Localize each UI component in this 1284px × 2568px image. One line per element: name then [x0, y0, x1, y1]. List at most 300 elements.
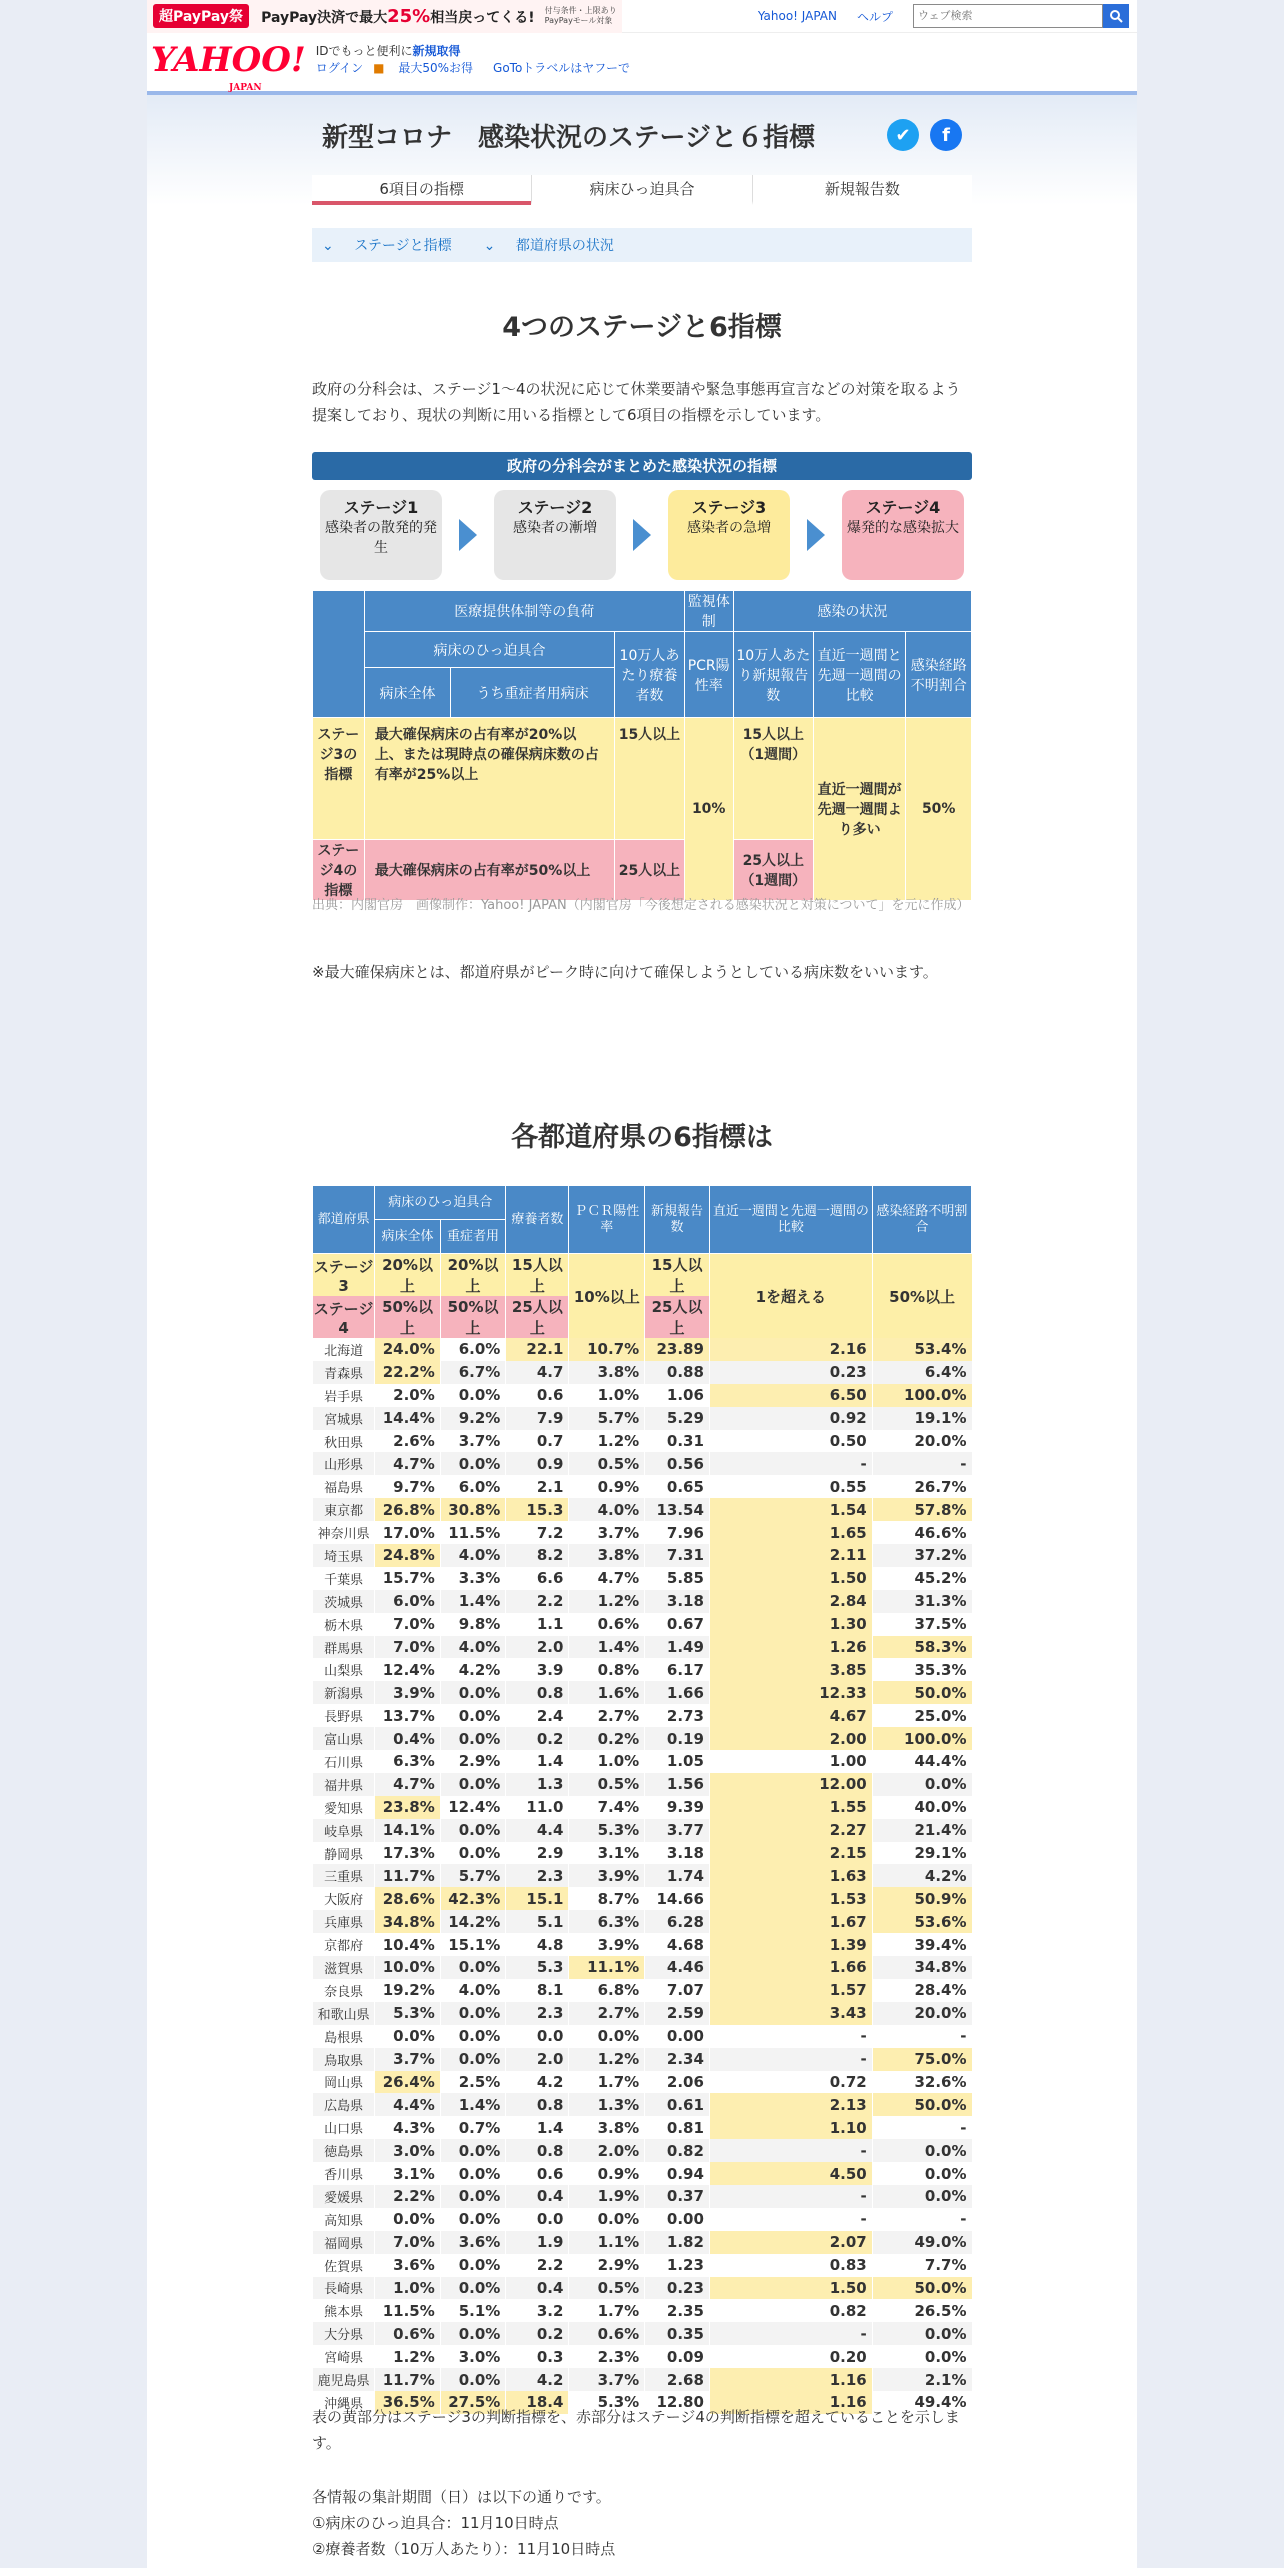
- cell-value: 2.1%: [872, 2368, 971, 2391]
- cell-value: 1.7%: [569, 2071, 645, 2094]
- pref-name: 岐阜県: [313, 1819, 375, 1842]
- cell-value: 12.80: [645, 2391, 710, 2414]
- col-care: 10万人あたり療養者数: [615, 632, 685, 718]
- cell-value: 7.9: [506, 1407, 569, 1430]
- cell-value: 1.50: [709, 1567, 872, 1590]
- cell-value: 44.4%: [872, 1750, 971, 1773]
- section-heading-stages: 4つのステージと6指標: [502, 312, 782, 343]
- cell-value: 26.8%: [375, 1498, 441, 1521]
- table-row: [313, 2093, 972, 2116]
- table-row: [313, 2139, 972, 2162]
- facebook-share-button[interactable]: [930, 119, 962, 151]
- col-new: 10万人あたり新規報告数: [733, 632, 813, 718]
- cell-value: 11.7%: [375, 2368, 441, 2391]
- cell-value: 0.88: [645, 1361, 710, 1384]
- cell-value: 20.0%: [872, 2002, 971, 2025]
- cell-value: 0.0%: [440, 1384, 506, 1407]
- cell-value: 6.50: [709, 1384, 872, 1407]
- cell-value: 10.0%: [375, 1956, 441, 1979]
- twitter-icon: ✔: [895, 124, 911, 146]
- cell-value: 4.7%: [569, 1567, 645, 1590]
- table-row: [313, 1681, 972, 1704]
- cell-value: 0.9%: [569, 1475, 645, 1498]
- stage3-threshold: 1を超える: [709, 1254, 872, 1339]
- cell-value: 45.2%: [872, 1567, 971, 1590]
- cell-value: 12.33: [709, 1681, 872, 1704]
- cell-value: 1.16: [709, 2391, 872, 2414]
- col-new: 新規報告数: [645, 1186, 710, 1254]
- cell-value: 1.4: [506, 2116, 569, 2139]
- cell-value: 0.4: [506, 2277, 569, 2300]
- stage4-threshold: 25人以上: [506, 1296, 569, 1338]
- col-all: 病床全体: [375, 1220, 441, 1254]
- period-1: ①病床のひっ迫具合：11月10日時点: [312, 2514, 559, 2532]
- cell-value: 12.00: [709, 1773, 872, 1796]
- stage4-threshold-label: ステージ4: [313, 1296, 375, 1338]
- stage4-new: 25人以上（1週間）: [733, 840, 813, 901]
- stage-4: ステージ4 爆発的な感染拡大: [842, 490, 964, 580]
- cell-value: 0.0%: [440, 1704, 506, 1727]
- cell-value: 1.82: [645, 2231, 710, 2254]
- table-row: [313, 1590, 972, 1613]
- cell-value: 3.7%: [375, 2048, 441, 2071]
- cell-value: 0.0%: [440, 1773, 506, 1796]
- cell-value: 15.1%: [440, 1933, 506, 1956]
- cell-value: 0.19: [645, 1727, 710, 1750]
- pref-name: 石川県: [313, 1750, 375, 1773]
- indicator-table: [312, 590, 972, 901]
- section-heading-prefectures: 各都道府県の6指標は: [511, 1122, 773, 1153]
- table-row: [313, 2002, 972, 2025]
- cell-value: 0.50: [709, 1430, 872, 1453]
- cell-value: 8.2: [506, 1544, 569, 1567]
- cell-value: 1.0%: [375, 2277, 441, 2300]
- cell-value: 5.3%: [375, 2002, 441, 2025]
- cell-value: 9.8%: [440, 1613, 506, 1636]
- cell-value: 7.31: [645, 1544, 710, 1567]
- cell-value: 3.77: [645, 1819, 710, 1842]
- cell-value: 2.2%: [375, 2185, 441, 2208]
- cell-value: 24.8%: [375, 1544, 441, 1567]
- pref-name: 群馬県: [313, 1636, 375, 1659]
- cell-value: 2.27: [709, 1819, 872, 1842]
- cell-value: 0.4: [506, 2185, 569, 2208]
- pref-name: 高知県: [313, 2208, 375, 2231]
- table-row: [313, 1475, 972, 1498]
- cell-value: 10.7%: [569, 1338, 645, 1361]
- offer-link[interactable]: ■ 最大50%お得: [373, 61, 474, 75]
- chevron-down-icon: ⌄: [322, 238, 334, 254]
- period-title: 各情報の集計期間（日）は以下の通りです。: [312, 2488, 611, 2506]
- col-week: 直近一週間と先週一週間の比較: [709, 1186, 872, 1254]
- figure-source: 出典：内閣官房 画像制作：Yahoo! JAPAN（内閣官房「今後想定される感染状況と対策について」を元に作成）: [312, 898, 970, 913]
- table-row: [313, 1338, 972, 1361]
- cell-value: 0.20: [709, 2345, 872, 2368]
- cell-value: 1.55: [709, 1796, 872, 1819]
- cell-value: 6.8%: [569, 1979, 645, 2002]
- cell-value: 0.0%: [872, 2345, 971, 2368]
- cell-value: 1.39: [709, 1933, 872, 1956]
- cell-value: 2.68: [645, 2368, 710, 2391]
- cell-value: 2.06: [645, 2071, 710, 2094]
- promo-banner[interactable]: [147, 0, 622, 33]
- cell-value: 1.1%: [569, 2231, 645, 2254]
- cell-value: 4.7%: [375, 1773, 441, 1796]
- cell-value: 4.8: [506, 1933, 569, 1956]
- cell-value: 13.54: [645, 1498, 710, 1521]
- stage-3: ステージ3 感染者の急増: [668, 490, 790, 580]
- cell-value: 0.0%: [872, 1773, 971, 1796]
- table-row: [313, 1773, 972, 1796]
- cell-value: 0.67: [645, 1613, 710, 1636]
- masthead: [147, 33, 1137, 95]
- table-row: [313, 1750, 972, 1773]
- pref-name: 東京都: [313, 1498, 375, 1521]
- cell-value: 0.0: [506, 2208, 569, 2231]
- twitter-share-button[interactable]: [887, 119, 919, 151]
- table-row: [313, 1658, 972, 1681]
- cell-value: 0.0%: [440, 2025, 506, 2048]
- cell-value: 1.7%: [569, 2299, 645, 2322]
- cell-value: 0.0%: [440, 1727, 506, 1750]
- figure-title: 政府の分科会がまとめた感染状況の指標: [312, 452, 972, 480]
- cell-value: 4.2%: [872, 1864, 971, 1887]
- signup-link[interactable]: 新規取得: [412, 44, 461, 58]
- cell-value: 5.3%: [569, 2391, 645, 2414]
- pref-name: 秋田県: [313, 1430, 375, 1453]
- cell-value: 0.82: [709, 2299, 872, 2322]
- cell-value: 3.18: [645, 1590, 710, 1613]
- pref-name: 長崎県: [313, 2277, 375, 2300]
- help-link[interactable]: ヘルプ: [856, 9, 893, 24]
- cell-value: 14.66: [645, 1887, 710, 1910]
- pref-name: 埼玉県: [313, 1544, 375, 1567]
- cell-value: 26.5%: [872, 2299, 971, 2322]
- cell-value: 58.3%: [872, 1636, 971, 1659]
- cell-value: 2.16: [709, 1338, 872, 1361]
- cell-value: 3.0%: [375, 2139, 441, 2162]
- search-icon: [1109, 9, 1123, 23]
- cell-value: 0.0%: [375, 2208, 441, 2231]
- chevron-down-icon: ⌄: [483, 238, 496, 254]
- table-row: [313, 2299, 972, 2322]
- cell-value: 0.0%: [375, 2025, 441, 2048]
- cell-value: 0.8%: [569, 1658, 645, 1681]
- table-row: [313, 1452, 972, 1475]
- table-row: [313, 1521, 972, 1544]
- col-severe-beds: うち重症者用病床: [451, 668, 615, 718]
- cell-value: 4.0%: [569, 1498, 645, 1521]
- cell-value: 3.9%: [569, 1864, 645, 1887]
- col-severe: 重症者用: [440, 1220, 506, 1254]
- cell-value: 1.49: [645, 1636, 710, 1659]
- cell-value: 0.0%: [440, 2185, 506, 2208]
- cell-value: 3.0%: [440, 2345, 506, 2368]
- cell-value: 36.5%: [375, 2391, 441, 2414]
- stage3-care: 15人以上: [615, 718, 685, 840]
- table-row: [313, 1361, 972, 1384]
- cell-value: 0.0%: [872, 2185, 971, 2208]
- cell-value: 0.0%: [440, 2322, 506, 2345]
- cell-value: 0.0%: [872, 2139, 971, 2162]
- cell-value: 3.8%: [569, 1544, 645, 1567]
- cell-value: 1.2%: [569, 2048, 645, 2071]
- cell-value: 2.35: [645, 2299, 710, 2322]
- cell-value: 2.3: [506, 2002, 569, 2025]
- cell-value: 0.00: [645, 2025, 710, 2048]
- cell-value: 39.4%: [872, 1933, 971, 1956]
- tab-new-cases[interactable]: 新規報告数: [752, 175, 972, 205]
- cell-value: 3.18: [645, 1842, 710, 1865]
- pref-name: 香川県: [313, 2162, 375, 2185]
- promo-logo: 超PayPay祭: [153, 4, 249, 28]
- cell-value: 1.2%: [569, 1590, 645, 1613]
- col-unknown: 感染経路不明割合: [906, 632, 972, 718]
- cell-value: 0.37: [645, 2185, 710, 2208]
- pref-name: 青森県: [313, 1361, 375, 1384]
- cell-value: 0.0%: [440, 1819, 506, 1842]
- cell-value: 12.4%: [375, 1658, 441, 1681]
- pref-name: 静岡県: [313, 1842, 375, 1865]
- cell-value: 28.4%: [872, 1979, 971, 2002]
- cell-value: 4.7: [506, 1361, 569, 1384]
- search-input[interactable]: [913, 4, 1103, 28]
- cell-value: 30.8%: [440, 1498, 506, 1521]
- col-monitoring: 監視体制: [684, 591, 733, 632]
- cell-value: 4.3%: [375, 2116, 441, 2139]
- cell-value: 2.0: [506, 1636, 569, 1659]
- col-unknown: 感染経路不明割合: [872, 1186, 971, 1254]
- cell-value: 6.0%: [375, 1590, 441, 1613]
- cell-value: 34.8%: [872, 1956, 971, 1979]
- cell-value: -: [709, 2208, 872, 2231]
- cell-value: 24.0%: [375, 1338, 441, 1361]
- cell-value: 49.4%: [872, 2391, 971, 2414]
- cell-value: 1.00: [709, 1750, 872, 1773]
- pref-name: 福島県: [313, 1475, 375, 1498]
- cell-value: 21.4%: [872, 1819, 971, 1842]
- cell-value: 0.0%: [440, 2162, 506, 2185]
- bed-note: ※最大確保病床とは、都道府県がピーク時に向けて確保しようとしている病床数をいいます。: [312, 963, 938, 981]
- cell-value: 0.9%: [569, 2162, 645, 2185]
- cell-value: 100.0%: [872, 1384, 971, 1407]
- cell-value: 7.7%: [872, 2254, 971, 2277]
- table-row: [313, 1956, 972, 1979]
- cell-value: 1.26: [709, 1636, 872, 1659]
- cell-value: 2.1: [506, 1475, 569, 1498]
- cell-value: 6.7%: [440, 1361, 506, 1384]
- stage4-bed: 最大確保病床の占有率が50%以上: [364, 840, 614, 901]
- cell-value: 26.4%: [375, 2071, 441, 2094]
- cell-value: 0.2: [506, 2322, 569, 2345]
- cell-value: 5.3%: [569, 1819, 645, 1842]
- cell-value: 2.3: [506, 1864, 569, 1887]
- cell-value: 1.1: [506, 1613, 569, 1636]
- login-link[interactable]: ログイン: [315, 61, 364, 75]
- tab-beds[interactable]: 病床ひっ迫具合: [531, 175, 751, 205]
- cell-value: 1.65: [709, 1521, 872, 1544]
- table-row: [313, 2208, 972, 2231]
- pref-name: 京都府: [313, 1933, 375, 1956]
- table-row: [313, 1407, 972, 1430]
- cell-value: 4.4%: [375, 2093, 441, 2116]
- cell-value: 5.3: [506, 1956, 569, 1979]
- stage4-label: ステージ4の指標: [313, 840, 365, 901]
- arrow-icon: [633, 519, 651, 551]
- cell-value: 11.7%: [375, 1864, 441, 1887]
- pref-name: 新潟県: [313, 1681, 375, 1704]
- cell-value: 7.0%: [375, 1636, 441, 1659]
- cell-value: 17.3%: [375, 1842, 441, 1865]
- cell-value: 0.8: [506, 2139, 569, 2162]
- cell-value: 4.2: [506, 2071, 569, 2094]
- cell-value: 25.0%: [872, 1704, 971, 1727]
- col-bed: 病床のひっ迫具合: [375, 1186, 506, 1220]
- tab-indicators[interactable]: 6項目の指標: [312, 175, 531, 205]
- cell-value: 0.0%: [440, 2277, 506, 2300]
- cell-value: 46.6%: [872, 1521, 971, 1544]
- search-button[interactable]: [1103, 4, 1129, 28]
- cell-value: 0.0%: [440, 1452, 506, 1475]
- cell-value: 1.66: [645, 1681, 710, 1704]
- cell-value: 53.6%: [872, 1910, 971, 1933]
- cell-value: 0.0%: [872, 2162, 971, 2185]
- cell-value: 0.92: [709, 1407, 872, 1430]
- cell-value: 2.2: [506, 1590, 569, 1613]
- cell-value: 1.4%: [440, 1590, 506, 1613]
- pref-name: 兵庫県: [313, 1910, 375, 1933]
- cell-value: 2.11: [709, 1544, 872, 1567]
- cell-value: 50.0%: [872, 2277, 971, 2300]
- cell-value: 0.2: [506, 1727, 569, 1750]
- cell-value: 2.2: [506, 2254, 569, 2277]
- cell-value: 0.3: [506, 2345, 569, 2368]
- cell-value: 3.7%: [440, 1430, 506, 1453]
- col-all-beds: 病床全体: [364, 668, 450, 718]
- cell-value: 31.3%: [872, 1590, 971, 1613]
- cell-value: 0.0%: [440, 2254, 506, 2277]
- table-row: [313, 1796, 972, 1819]
- stage4-care: 25人以上: [615, 840, 685, 901]
- pref-name: 神奈川県: [313, 1521, 375, 1544]
- cell-value: 35.3%: [872, 1658, 971, 1681]
- subnav-stages[interactable]: ⌄ ステージと指標: [322, 238, 452, 254]
- cell-value: -: [709, 2185, 872, 2208]
- cell-value: 0.00: [645, 2208, 710, 2231]
- pref-name: 岡山県: [313, 2071, 375, 2094]
- cell-value: 7.4%: [569, 1796, 645, 1819]
- stage-unknown: 50%: [906, 718, 972, 901]
- cell-value: 2.9: [506, 1842, 569, 1865]
- cell-value: 3.6%: [440, 2231, 506, 2254]
- cell-value: -: [709, 2139, 872, 2162]
- cell-value: 57.8%: [872, 1498, 971, 1521]
- cell-value: 4.50: [709, 2162, 872, 2185]
- cell-value: 4.0%: [440, 1979, 506, 2002]
- promo-note: 付与条件・上限あり PayPayモール対象: [544, 6, 617, 25]
- cell-value: 26.7%: [872, 1475, 971, 1498]
- cell-value: 2.7%: [569, 2002, 645, 2025]
- cell-value: 2.15: [709, 1842, 872, 1865]
- stage3-label: ステージ3の指標: [313, 718, 365, 840]
- table-row: [313, 2116, 972, 2139]
- cell-value: 2.13: [709, 2093, 872, 2116]
- stage4-threshold: 25人以上: [645, 1296, 710, 1338]
- cell-value: 28.6%: [375, 1887, 441, 1910]
- yahoo-logo[interactable]: YAHOO! JAPAN: [151, 40, 306, 93]
- cell-value: 0.0%: [440, 1842, 506, 1865]
- cell-value: 1.9: [506, 2231, 569, 2254]
- table-row: [313, 1887, 972, 1910]
- stage3-new: 15人以上（1週間）: [733, 718, 813, 840]
- table-row: [313, 2277, 972, 2300]
- cell-value: -: [872, 1452, 971, 1475]
- subnav-prefectures[interactable]: ⌄ 都道府県の状況: [483, 238, 614, 254]
- cell-value: 9.39: [645, 1796, 710, 1819]
- cell-value: 0.0%: [872, 2322, 971, 2345]
- pref-name: 北海道: [313, 1338, 375, 1361]
- pref-name: 福井県: [313, 1773, 375, 1796]
- period-2: ②療養者数（10万人あたり）：11月10日時点: [312, 2540, 616, 2558]
- cell-value: 6.0%: [440, 1475, 506, 1498]
- table-row: [313, 2025, 972, 2048]
- cell-value: 0.0%: [440, 2139, 506, 2162]
- cell-value: 4.0%: [440, 1636, 506, 1659]
- yahoo-japan-link[interactable]: Yahoo! JAPAN: [757, 9, 837, 23]
- pref-name: 鳥取県: [313, 2048, 375, 2071]
- cell-value: 1.53: [709, 1887, 872, 1910]
- cell-value: 2.3%: [569, 2345, 645, 2368]
- cell-value: 0.09: [645, 2345, 710, 2368]
- cell-value: 1.56: [645, 1773, 710, 1796]
- table-row: [313, 1979, 972, 2002]
- cell-value: 3.1%: [375, 2162, 441, 2185]
- cell-value: 3.2: [506, 2299, 569, 2322]
- pref-name: 宮崎県: [313, 2345, 375, 2368]
- color-footnote: 表の黄部分はステージ3の判断指標を、赤部分はステージ4の判断指標を超えていることを示します。: [312, 2408, 960, 2452]
- cell-value: 27.5%: [440, 2391, 506, 2414]
- cell-value: 19.1%: [872, 1407, 971, 1430]
- cell-value: 2.34: [645, 2048, 710, 2071]
- article-header: [147, 95, 1137, 205]
- stage-figure: [312, 452, 972, 901]
- cell-value: -: [709, 2025, 872, 2048]
- stage-pcr: 10%: [684, 718, 733, 901]
- cell-value: 9.7%: [375, 1475, 441, 1498]
- cell-value: 9.2%: [440, 1407, 506, 1430]
- cell-value: 8.7%: [569, 1887, 645, 1910]
- cell-value: 0.31: [645, 1430, 710, 1453]
- cell-value: 1.0%: [569, 1384, 645, 1407]
- cell-value: 5.7%: [569, 1407, 645, 1430]
- cell-value: 1.05: [645, 1750, 710, 1773]
- cell-value: 7.07: [645, 1979, 710, 2002]
- cell-value: 3.9%: [569, 1933, 645, 1956]
- cell-value: 0.6: [506, 2162, 569, 2185]
- cell-value: 14.4%: [375, 1407, 441, 1430]
- cell-value: 42.3%: [440, 1887, 506, 1910]
- pref-name: 奈良県: [313, 1979, 375, 2002]
- page: [147, 0, 1137, 2568]
- cell-value: 0.72: [709, 2071, 872, 2094]
- goto-link[interactable]: GoToトラベルはヤフーで: [493, 61, 630, 75]
- cell-value: 7.0%: [375, 2231, 441, 2254]
- col-infection: 感染の状況: [733, 591, 971, 632]
- table-row: [313, 2345, 972, 2368]
- tab-bar: [312, 175, 972, 205]
- cell-value: 1.06: [645, 1384, 710, 1407]
- cell-value: 7.96: [645, 1521, 710, 1544]
